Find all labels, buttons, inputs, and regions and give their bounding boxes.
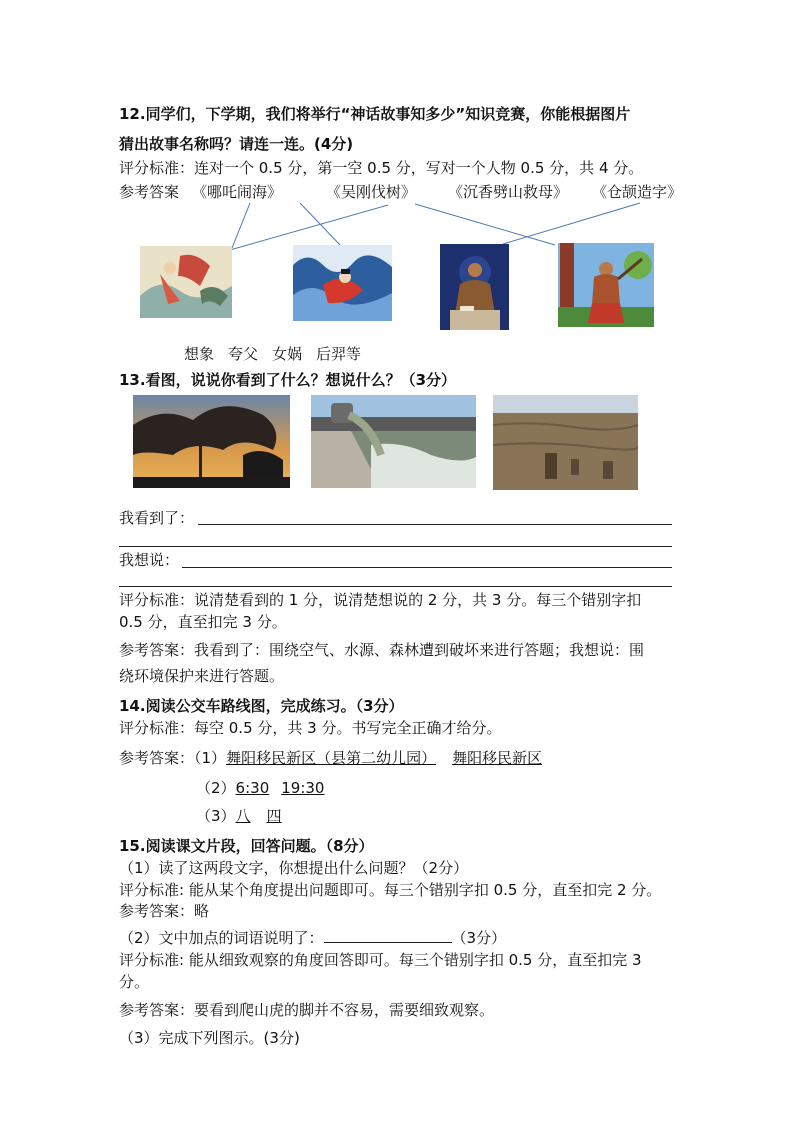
- q13-think-label: 我想说：: [119, 551, 180, 569]
- sewage-outflow-photo: [311, 395, 476, 488]
- q15-sub3: （3）完成下列图示。(3分): [119, 1029, 300, 1047]
- q13-saw-blank-1[interactable]: [198, 524, 672, 525]
- q14-a3-num: （3）: [196, 807, 236, 825]
- q15-sub2-line: [119, 928, 506, 948]
- q15-sub1: （1）读了这两段文字，你想提出什么问题？（2分）: [119, 859, 469, 877]
- q15-sub2-prefix: （2）文中加点的词语说明了：: [119, 929, 324, 947]
- factory-smoke-photo: [133, 395, 290, 488]
- story-wugang: 《吴刚伐树》: [326, 183, 417, 201]
- q14-a3-blank2: 四: [266, 807, 282, 825]
- girl-in-waves-illustration: [293, 245, 392, 321]
- q12-title-line1: 12.同学们，下学期，我们将举行“神话故事知多少”知识竞赛，你能根据图片: [119, 105, 631, 123]
- match-lines: [0, 0, 794, 400]
- q12-title-line2: 猜出故事名称吗？请连一连。(4分): [119, 135, 354, 153]
- q14-a2-blank2: 19:30: [281, 779, 325, 797]
- woodcutter-axe-illustration: [558, 243, 654, 327]
- q15-sub2-criteria-line1: 评分标准: 能从细致观察的角度回答即可。每三个错别字扣 0.5 分，直至扣完 3: [119, 951, 642, 969]
- q12-answer-label: 参考答案: [119, 183, 180, 201]
- cangjie-seated-illustration: [440, 244, 509, 330]
- q15-sub2-suffix: （3分）: [451, 929, 507, 947]
- q15-sub2-answer: 参考答案：要看到爬山虎的脚并不容易，需要细致观察。: [119, 1001, 495, 1019]
- story-chenxiang: 《沉香劈山救母》: [448, 183, 569, 201]
- character-names: [184, 344, 375, 364]
- q12-criteria: 评分标准：连对一个 0.5 分，第一空 0.5 分，写对一个人物 0.5 分，共 4 分。: [119, 159, 644, 177]
- q13-think-blank-2[interactable]: [119, 586, 672, 587]
- character-2: 夸父: [228, 345, 259, 363]
- q15-sub2-criteria-line2: 分。: [119, 973, 150, 991]
- q14-a2-blank1: 6:30: [235, 779, 270, 797]
- q13-saw-label: 我看到了：: [119, 509, 195, 527]
- character-1: 想象: [184, 345, 215, 363]
- match-line-cangjie: [503, 203, 640, 244]
- q14-criteria: 评分标准：每空 0.5 分，共 3 分。书写完全正确才给分。: [119, 719, 502, 737]
- q13-criteria-line1: 评分标准：说清楚看到的 1 分，说清楚想说的 2 分，共 3 分。每三个错别字扣: [119, 591, 642, 609]
- nezha-sea-illustration: [140, 246, 232, 318]
- character-4: 后羿等: [316, 345, 362, 363]
- q13-think-blank-1[interactable]: [182, 567, 672, 568]
- q15-sub2-blank[interactable]: [324, 928, 452, 943]
- q14-answer-2-line: [196, 778, 324, 798]
- q13-answer-line1: 参考答案：我看到了：围绕空气、水源、森林遭到破坏来进行答题；我想说：围: [119, 641, 645, 659]
- q14-answer-1-line: [119, 748, 542, 768]
- q13-saw-blank-2[interactable]: [119, 546, 672, 547]
- q14-answer-label: 参考答案：: [119, 749, 195, 767]
- q14-a1-blank1: 舞阳移民新区（县第二幼儿园）: [226, 749, 437, 767]
- q15-sub1-criteria: 评分标准: 能从某个角度提出问题即可。每三个错别字扣 0.5 分，直至扣完 2 分。: [119, 881, 662, 899]
- q14-a1-num: （1）: [194, 749, 227, 767]
- q15-title: 15.阅读课文片段，回答问题。（8分）: [119, 837, 374, 855]
- q13-title: 13.看图，说说你看到了什么？想说什么？（3分）: [119, 371, 457, 389]
- q14-answer-3-line: [196, 806, 282, 826]
- q14-a2-num: （2）: [196, 779, 236, 797]
- story-nezha: 《哪吒闹海》: [192, 183, 283, 201]
- felled-forest-photo: [493, 395, 638, 490]
- q13-criteria-line2: 0.5 分，直至扣完 3 分。: [119, 613, 287, 631]
- match-line-b: [415, 204, 555, 245]
- character-3: 女娲: [272, 345, 303, 363]
- q13-answer-line2: 绕环境保护来进行答题。: [119, 667, 285, 685]
- match-line-nezha: [232, 203, 250, 248]
- q14-a1-blank2: 舞阳移民新区: [452, 749, 543, 767]
- story-cangjie: 《仓颉造字》: [592, 183, 683, 201]
- q14-a3-blank1: 八: [235, 807, 251, 825]
- q15-sub1-answer: 参考答案：略: [119, 902, 210, 920]
- q14-title: 14.阅读公交车路线图，完成练习。（3分）: [119, 697, 404, 715]
